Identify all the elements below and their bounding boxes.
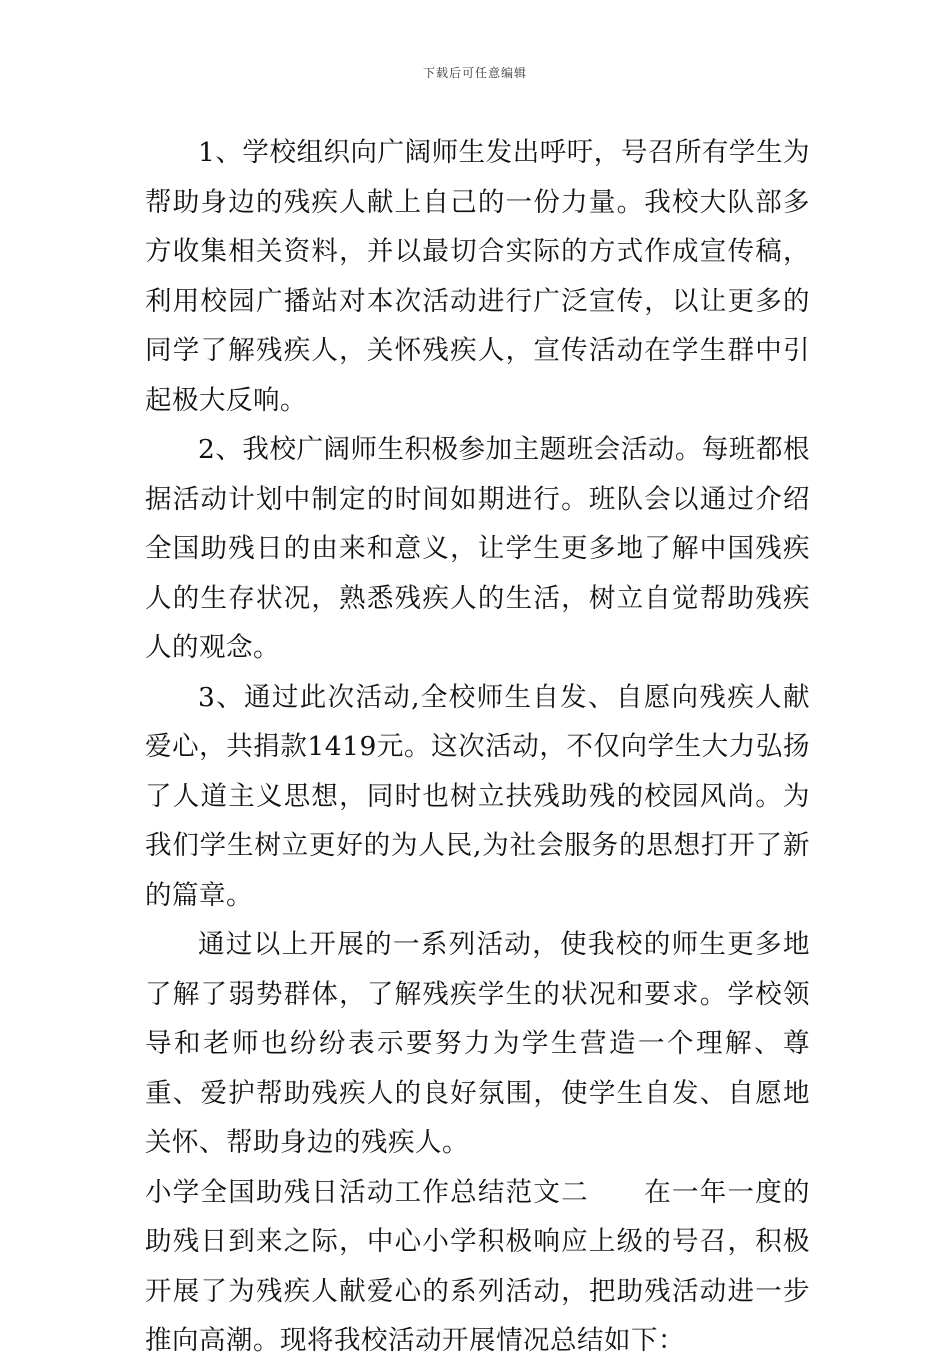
summary-paragraph: 通过以上开展的一系列活动，使我校的师生更多地了解了弱势群体，了解残疾学生的状况和要求。学校领导和老师也纷纷表示要努力为学生营造一个理解、尊重、爱护帮助残疾人的良好氛围，使学生自发、自愿地关怀、帮助身边的残疾人。 [145,929,810,1158]
paragraph-item-3: 3、通过此次活动,全校师生自发、自愿向残疾人献爱心，共捐款1419元。这次活动，不仅向学生大力弘扬了人道主义思想，同时也树立扶残助残的校园风尚。为我们学生树立更好的为人民,为社会服务的思想打开了新的篇章。 [145,681,810,911]
header-note: 下载后可任意编辑 [422,66,527,80]
document-body [145,128,810,1366]
paragraph-item-2: 2、我校广阔师生积极参加主题班会活动。每班都根据活动计划中制定的时间如期进行。班队会以通过介绍全国助残日的由来和意义，让学生更多地了解中国残疾人的生存状况，熟悉残疾人的生活，树立自觉帮助残疾人的观念。 [145,434,810,663]
section-two-paragraph: 小学全国助残日活动工作总结范文二 在一年一度的助残日到来之际，中心小学积极响应上级的号召，积极开展了为残疾人献爱心的系列活动，把助残活动进一步推向高潮。现将我校活动开展情况总结如下： [145,1176,810,1356]
paragraph-item-1: 1、学校组织向广阔师生发出呼吁，号召所有学生为帮助身边的残疾人献上自己的一份力量。我校大队部多方收集相关资料，并以最切合实际的方式作成宣传稿，利用校园广播站对本次活动进行广泛宣传，以让更多的同学了解残疾人，关怀残疾人，宣传活动在学生群中引起极大反响。 [145,137,810,416]
